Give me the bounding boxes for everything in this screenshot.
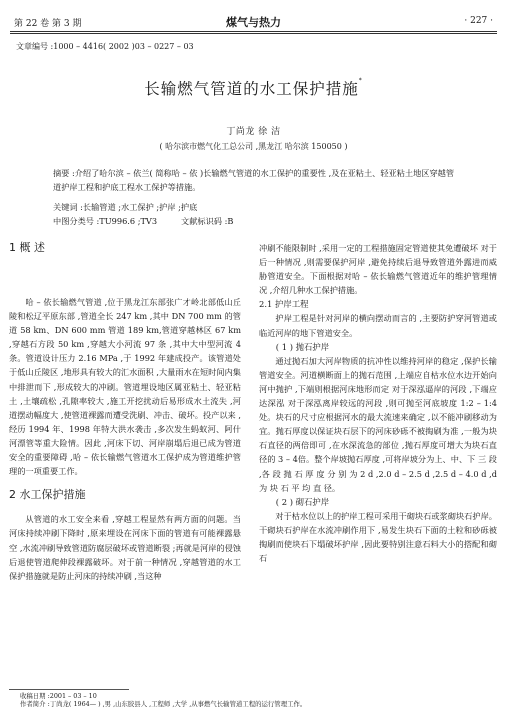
abstract: 摘要 :介绍了哈尔滨 – 依兰( 简称哈 – 依 )长输燃气管道的水工保护的重要性 ,及在亚粘土、轻亚粘土地区穿越管道护岸工程和护底工程水工保护等措施。	[53, 168, 455, 192]
article-number: 文章编号 :1000 – 4416( 2002 )03 – 0227 – 03	[16, 42, 194, 51]
author-names: 丁尚龙 徐 洁	[226, 127, 281, 137]
keywords: 关键词 :长输管道 ;水工保护 ;护岸 ;护底	[53, 202, 198, 212]
issue-label: 第 22 卷 第 3 期	[14, 19, 82, 29]
header-rule	[10, 31, 497, 32]
bank-protection-paragraph: 护岸工程是针对河岸的横向摆动而言的 ,主要防护穿河管道或临近河岸的地下管道安全。	[259, 313, 497, 338]
document-code: 文献标识码 :B	[181, 216, 234, 226]
item-heading-riprap: ( 1 ) 抛石护岸	[275, 341, 330, 352]
masonry-paragraph: 对于枯水位以上的护岸工程可采用干砌块石或浆砌块石护岸。干砌块石护岸在水流冲刷作用下 ,易发生块石下面的土粒和砂砾被掏刷而使块石下塌破坏护岸 ,因此要特别注意石料大小的搭配和砌石	[259, 510, 497, 564]
header-rule-thin	[10, 33, 497, 34]
section-heading-measures: 2 水工保护措施	[9, 488, 86, 502]
footnote-author-bio: 作者简介 :丁尚龙( 1964— ) ,男 ,山东胶县人 ,工程师 ,大学 ,从事燃气长输管道工程的运行管理工作。	[20, 700, 307, 708]
measures-paragraph: 从管道的水工安全来看 ,穿越工程显然有两方面的问题。当河床持续冲刷下降时 ,原来埋设在河床下面的管道有可能裸露悬空 ,水流冲刷导致管道防腐层破坏或管道断裂 ;再就是河岸的侵蚀后退使管道爬伸段裸露破坏。对于前一种情况 ,穿越管道的水工保护措施就是防止河床的持续冲刷 ,当这种	[9, 514, 241, 581]
riprap-paragraph: 通过抛石加大河岸物质的抗冲性以维持河岸的稳定 ,保护长输管道安全。河道横断面上的抛石范围 ,上端应自枯水位水边开始向河中抛护 ,下端则根据河床地形而定 对于深泓逼岸的河段 ,下端应达深泓 对于深泓离岸较远的河段 ,则可抛至河底坡度 1:2 – 1:4处。块石的尺寸应根据河水的最大流速来确定 ,以不能冲刷移动为宜。抛石厚度以保证块石层下的河床砂砾不被掏刷为准 ,一般为块石直径的两倍即可 ,在水深流急的部位 ,抛石厚度可增大为块石直径的 3 – 4倍。整个岸坡抛石厚度 ,可将岸坡分为上、中、下 三 段 ,各 段 抛 石 厚 度 分 别 为 2 d ,2.0 d – 2.5 d ,2.5 d – 4.0 d ,d 为 块 石 平 均 直 径。	[259, 355, 497, 493]
item-heading-masonry: ( 2 ) 砌石护岸	[275, 496, 330, 507]
left-column	[9, 241, 241, 583]
paper-title-text: 长输燃气管道的水工保护措施	[144, 80, 359, 98]
measures-continued-paragraph: 冲刷不能限制时 ,采用一定的工程措施固定管道使其免遭破坏 对于后一种情况 ,则需要保护河岸 ,避免持续后退导致管道外露进而威胁管道安全。下面根据对哈 – 依长输燃气管道近年的维护管理情况 ,介绍几种水工保护措施。	[259, 243, 497, 296]
right-column	[259, 241, 497, 565]
journal-name: 煤气与热力	[226, 16, 281, 29]
title-footnote-mark: *	[358, 77, 363, 84]
page-number: · 227 ·	[464, 16, 493, 26]
author-affiliation: ( 哈尔滨市燃气化工总公司 ,黑龙江 哈尔滨 150050 )	[159, 142, 348, 151]
overview-paragraph: 哈 – 依长输燃气管道 ,位于黑龙江东部张广才岭北部低山丘陵和松辽平原东部 ,管道全长 247 km ,其中 DN 700 mm 的管道 58 km、DN 600 mm 管道 189 km,管道穿越林区 67 km ,穿越石方段 50 km ,穿越大小河流 97 条 ,其中大中型河流 4 条。管道设计压力 2.16 MPa ,于 1992 年建成投产。该管道处于低山丘陵区 ,地形具有较大的汇水面积 ,大量雨水在短时间内集中排泄而下 ,形成较大的冲刷。管道埋设地区属亚粘土、轻亚粘土 ,土壤疏松 ,孔隙率较大 ,施工开挖扰动后易形成水土流失 ,河道摆动幅度大 ,使管道裸露而遭受洗刷、冲击、破坏。投产以来 ,经历 1994 年、1998 年特大洪水袭击 ,多次发生蚂蚁河、阿什河漂管等重大险情。因此 ,河床下切、河岸崩塌后退已成为管道安全的重要障碍 ,哈 – 依长输燃气管道水工保护成为管道维护管理的一项重要工作。	[9, 297, 241, 477]
subsection-heading-bank-protection: 2.1 护岸工程	[259, 299, 309, 310]
footnote-received-date: 收稿日期 :2001 – 03 – 10	[20, 692, 97, 700]
running-header	[14, 14, 493, 30]
classification-number: 中图分类号 :TU996.6 ;TV3	[53, 216, 158, 226]
footnote-rule	[9, 689, 129, 690]
section-heading-overview: 1 概 述	[9, 241, 45, 254]
paper-title	[0, 77, 507, 99]
classification-line	[53, 215, 457, 229]
